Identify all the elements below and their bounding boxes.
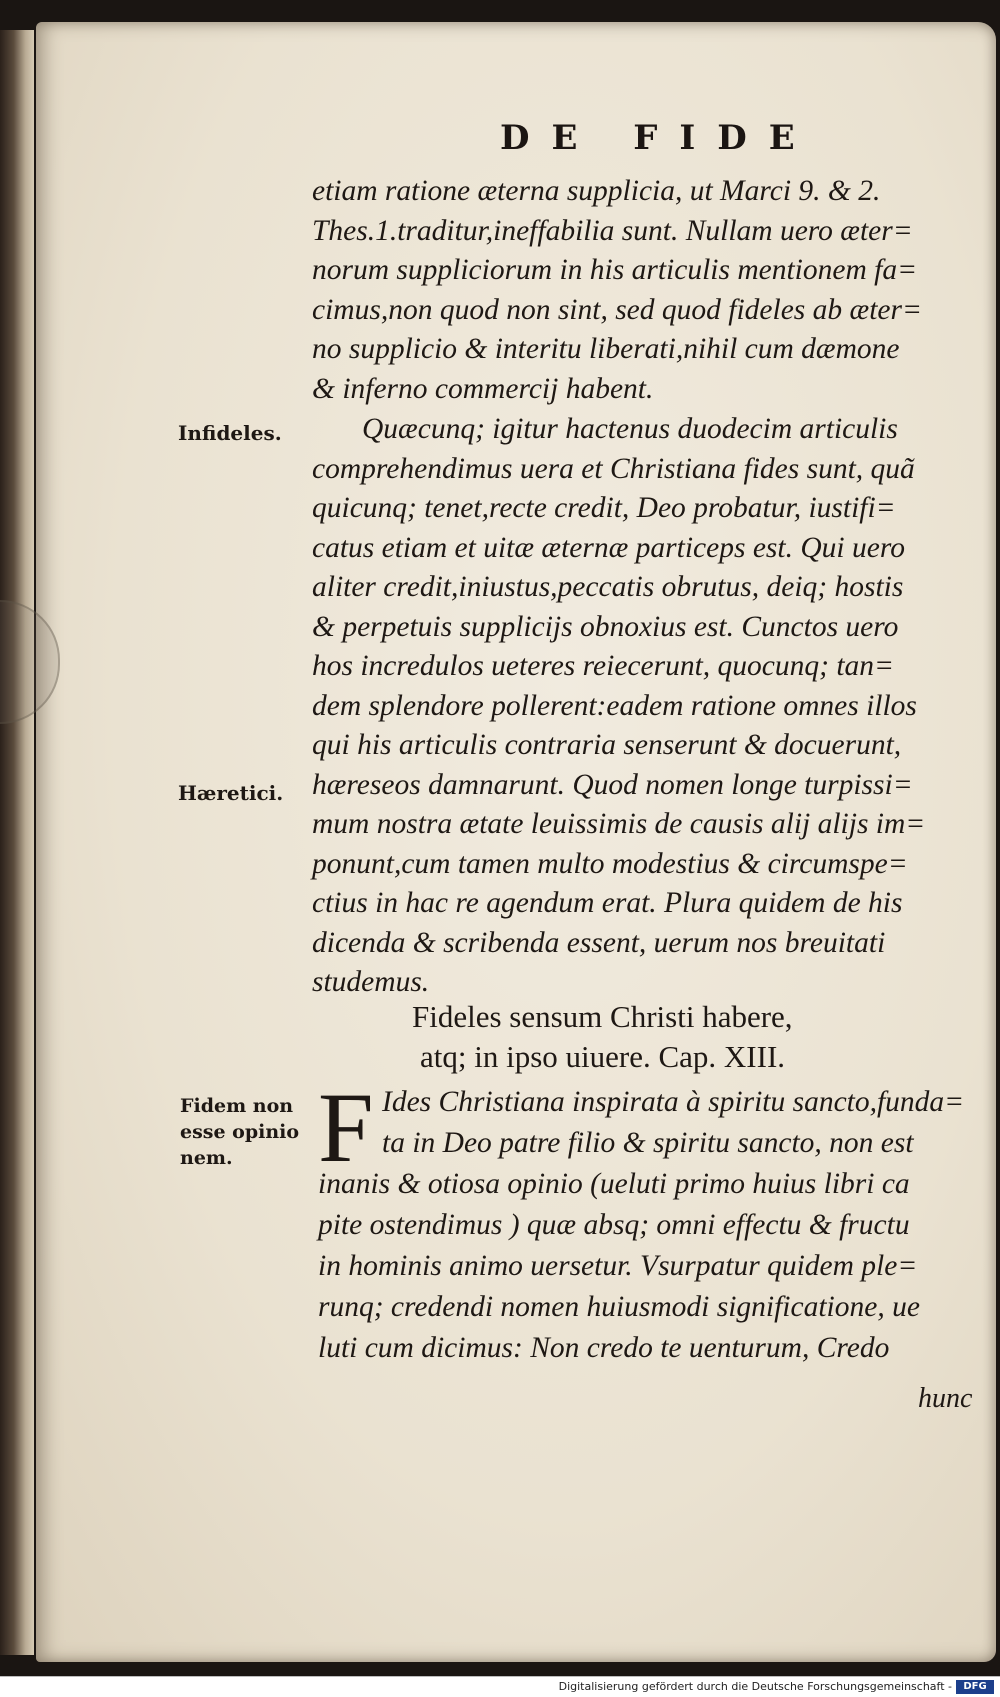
marginal-line: nem.: [180, 1147, 233, 1169]
text-line: ponunt,cum tamen multo modestius & circumspe=: [312, 847, 908, 880]
digitization-footer: [0, 1676, 1000, 1697]
text-line: Quæcunq; igitur hactenus duodecim articulis: [362, 413, 898, 445]
text-line: qui his articulis contraria senserunt & docuerunt,: [312, 729, 902, 761]
marginal-line: Fidem non: [180, 1095, 294, 1117]
text-line: Thes.1.traditur,ineffabilia sunt. Nullam uero æter=: [312, 214, 913, 247]
text-line: & perpetuis supplicijs obnoxius est. Cunctos uero: [312, 610, 899, 643]
paragraph-1: [312, 172, 972, 409]
running-head: DE FIDE: [500, 118, 817, 158]
text-line: & inferno commercij habent.: [312, 372, 654, 405]
text-line: hos incredulos ueteres reiecerunt, quocunq; tan=: [312, 650, 894, 682]
marginal-note-infideles: Infideles.: [178, 421, 282, 445]
paragraph-2: [312, 410, 972, 1003]
text-line: studemus.: [312, 966, 430, 998]
text-line: hæreseos damnarunt. Quod nomen longe turpissi=: [312, 768, 913, 801]
chapter-heading-line: Fideles sensum Christi habere,: [412, 999, 793, 1034]
text-line: comprehendimus uera et Christiana fides sunt, quã: [312, 452, 915, 485]
text-line: runq; credendi nomen huiusmodi significatione, ue: [318, 1291, 920, 1323]
drop-cap: F: [318, 1072, 374, 1183]
text-line: no supplicio & interitu liberati,nihil cum dæmone: [312, 333, 900, 365]
text-line: etiam ratione æterna supplicia, ut Marci 9. & 2.: [312, 175, 881, 207]
text-line: Ides Christiana inspirata à spiritu sancto,funda=: [382, 1086, 965, 1118]
text-line: cimus,non quod non sint, sed quod fideles ab æter=: [312, 293, 922, 326]
text-line: in hominis animo uersetur. Vsurpatur quidem ple=: [318, 1250, 918, 1282]
paragraph-3: [318, 1072, 978, 1369]
text-line: mum nostra ætate leuissimis de causis alij alijs im=: [312, 808, 926, 840]
text-line: catus etiam et uitæ æternæ particeps est. Qui uero: [312, 531, 905, 564]
dfg-logo-badge: DFG: [956, 1680, 994, 1694]
text-line: norum suppliciorum in his articulis mentionem fa=: [312, 254, 917, 286]
text-line: ctius in hac re agendum erat. Plura quidem de his: [312, 887, 903, 919]
marginal-note-fidem: [180, 1093, 299, 1171]
marginal-note-haeretici: Hæretici.: [178, 781, 284, 805]
text-line: quicunq; tenet,recte credit, Deo probatur, iustifi=: [312, 492, 896, 524]
text-line: inanis & otiosa opinio (ueluti primo huius libri ca: [318, 1168, 910, 1200]
text-line: ta in Deo patre filio & spiritu sancto, non est: [382, 1127, 914, 1159]
chapter-heading-line: atq; in ipso uiuere. Cap. XIII.: [420, 1039, 786, 1074]
chapter-heading: [412, 997, 793, 1077]
text-line: luti cum dicimus: Non credo te uenturum, Credo: [318, 1332, 890, 1364]
book-binding: [0, 30, 34, 1655]
text-line: aliter credit,iniustus,peccatis obrutus, deiq; hostis: [312, 571, 904, 603]
marginal-line: esse opinio: [180, 1121, 300, 1143]
footer-credit: Digitalisierung gefördert durch die Deutsche Forschungsgemeinschaft -: [558, 1680, 952, 1693]
text-line: dicenda & scribenda essent, uerum nos breuitati: [312, 926, 886, 959]
text-line: dem splendore pollerent:eadem ratione omnes illos: [312, 689, 917, 722]
catchword: hunc: [918, 1383, 973, 1414]
text-line: pite ostendimus ) quæ absq; omni effectu & fructu: [318, 1209, 910, 1241]
